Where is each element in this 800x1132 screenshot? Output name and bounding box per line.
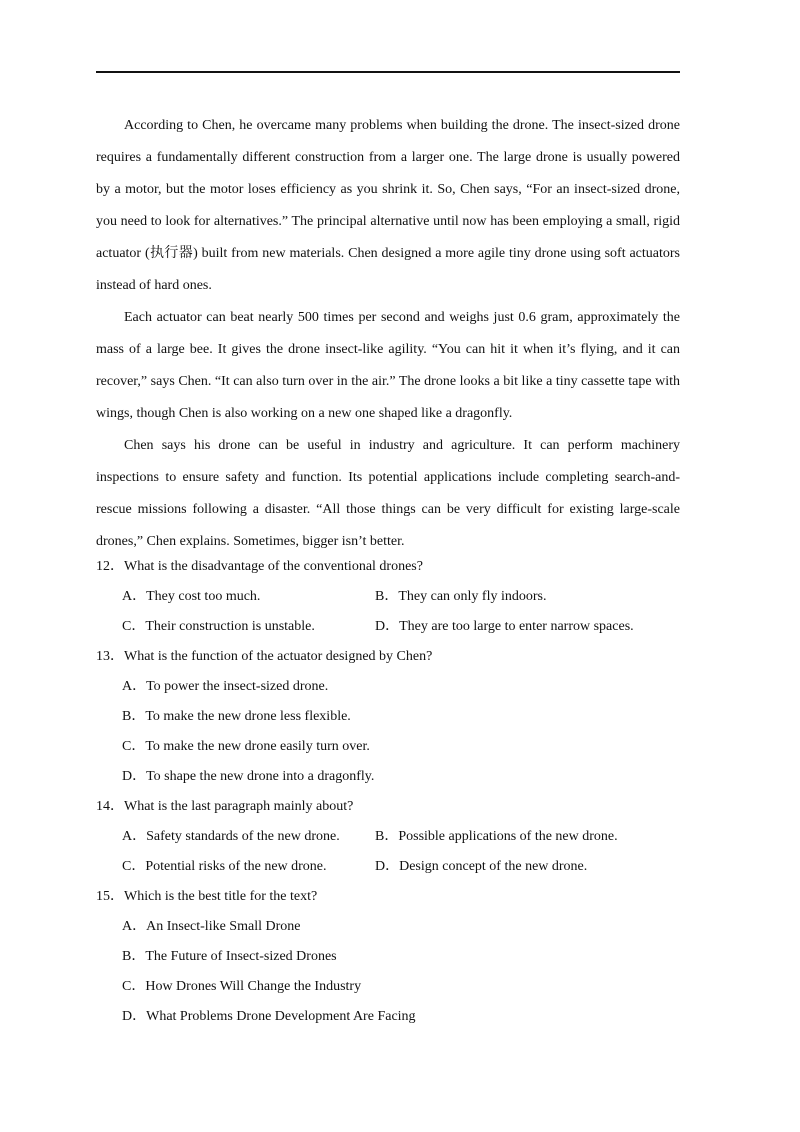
option-row <box>96 612 680 642</box>
question-list <box>96 552 680 1032</box>
passage-paragraph: Chen says his drone can be useful in industry and agriculture. It can perform machinery inspections to ensure safety and function. Its potential applications include completing search-and-rescue missions following a disaster. “All those things can be very difficult for existing large-scale drones,” Chen explains. Sometimes, bigger isn’t better. <box>96 438 680 549</box>
question-12 <box>96 552 680 642</box>
option-c: C．Potential risks of the new drone. <box>122 859 327 874</box>
option-row <box>96 972 680 1002</box>
option-d: D．They are too large to enter narrow spaces. <box>375 619 634 634</box>
question-stem: 12．What is the disadvantage of the conventional drones? <box>96 559 423 574</box>
option-d: D．Design concept of the new drone. <box>375 859 588 874</box>
option-row <box>96 852 680 882</box>
option-row <box>96 942 680 972</box>
option-d: D．To shape the new drone into a dragonfly. <box>122 769 375 784</box>
option-b: B．Possible applications of the new drone. <box>375 829 618 844</box>
option-c: C．To make the new drone easily turn over. <box>122 739 370 754</box>
option-b: B．They can only fly indoors. <box>375 589 547 604</box>
option-a: A．An Insect-like Small Drone <box>122 919 301 934</box>
option-row <box>96 912 680 942</box>
option-a: A．Safety standards of the new drone. <box>122 829 340 844</box>
question-stem: 13．What is the function of the actuator designed by Chen? <box>96 649 433 664</box>
option-a: A．They cost too much. <box>122 589 261 604</box>
header-rule <box>96 71 680 73</box>
passage-paragraph: Each actuator can beat nearly 500 times per second and weighs just 0.6 gram, approximately the mass of a large bee. It gives the drone insect-like agility. “You can hit it when it’s flying, and it can recover,” says Chen. “It can also turn over in the air.” The drone looks a bit like a tiny cassette tape with wings, though Chen is also working on a new one shaped like a dragonfly. <box>96 310 680 421</box>
option-c: C．How Drones Will Change the Industry <box>122 979 362 994</box>
question-stem: 14．What is the last paragraph mainly about? <box>96 799 354 814</box>
option-b: B．To make the new drone less flexible. <box>122 709 351 724</box>
option-b: B．The Future of Insect-sized Drones <box>122 949 337 964</box>
passage-paragraph: According to Chen, he overcame many problems when building the drone. The insect-sized drone requires a fundamentally different construction from a larger one. The large drone is usually powered by a motor, but the motor loses efficiency as you shrink it. So, Chen says, “For an insect-sized drone, you need to look for alternatives.” The principal alternative until now has been employing a small, rigid actuator (执行器) built from new materials. Chen designed a more agile tiny drone using soft actuators instead of hard ones. <box>96 118 680 293</box>
question-14 <box>96 792 680 882</box>
question-stem: 15．Which is the best title for the text? <box>96 889 318 904</box>
option-a: A．To power the insect-sized drone. <box>122 679 329 694</box>
option-row <box>96 732 680 762</box>
question-15 <box>96 882 680 1032</box>
option-row <box>96 672 680 702</box>
option-row <box>96 582 680 612</box>
option-row <box>96 1002 680 1032</box>
question-13 <box>96 642 680 792</box>
option-d: D．What Problems Drone Development Are Facing <box>122 1009 416 1024</box>
option-c: C．Their construction is unstable. <box>122 619 315 634</box>
option-row <box>96 702 680 732</box>
reading-passage <box>96 110 680 558</box>
option-row <box>96 762 680 792</box>
option-row <box>96 822 680 852</box>
